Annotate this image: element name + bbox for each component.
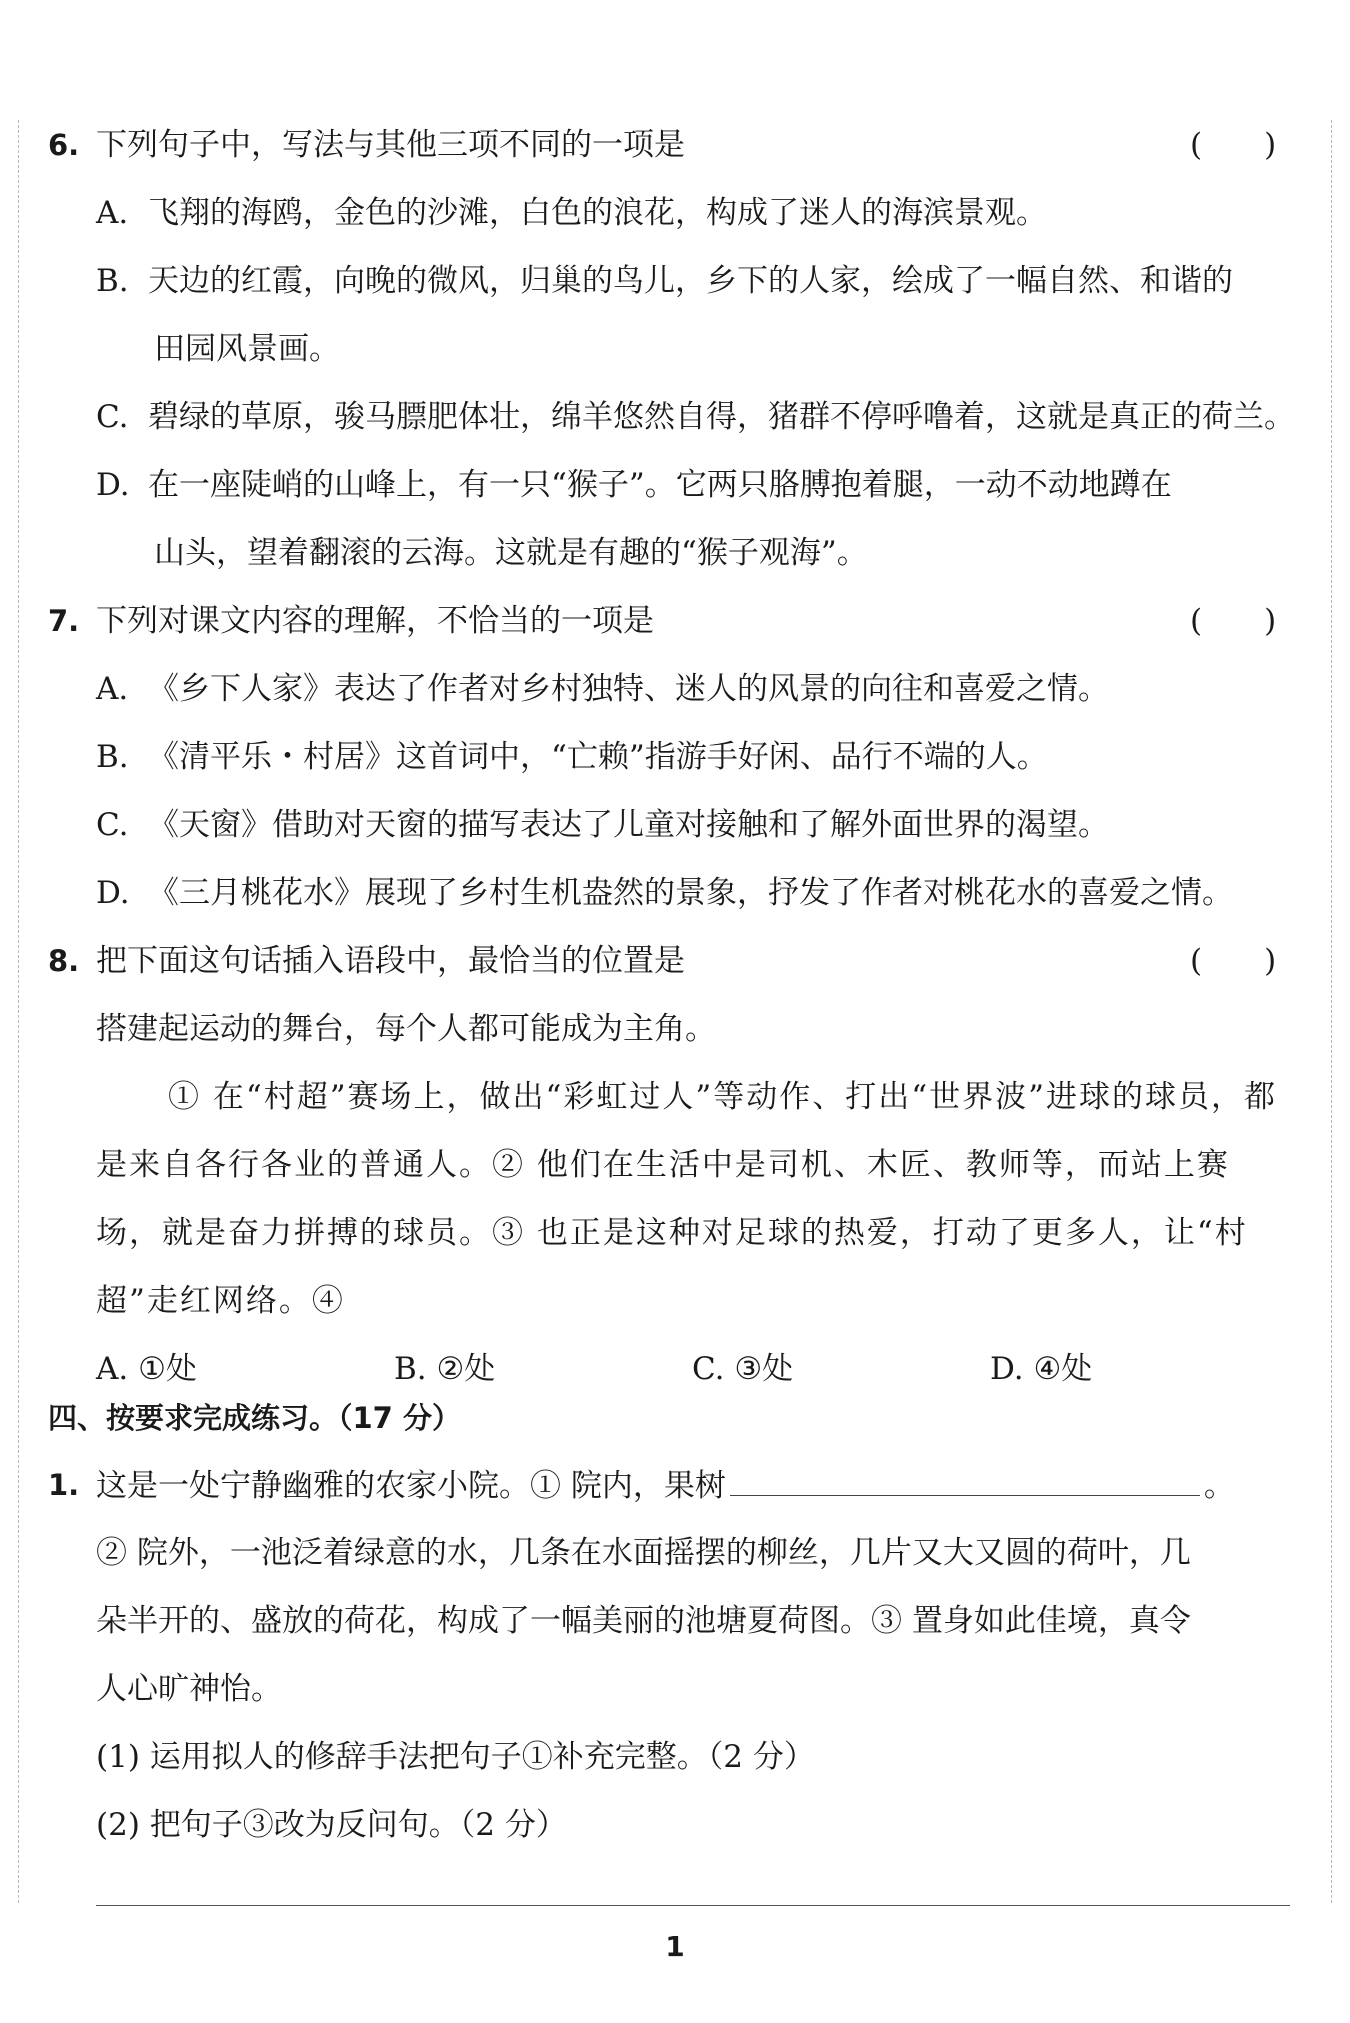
q7-number: 7. xyxy=(48,604,80,638)
s4-q1-number: 1. xyxy=(48,1468,80,1502)
q8-passage-text-4: 超”走红网络。④ xyxy=(96,1283,345,1319)
q6-stem: 下列句子中，写法与其他三项不同的一项是 xyxy=(96,127,685,163)
q6-option-b-cont xyxy=(0,329,1350,369)
footer-divider xyxy=(96,1905,1290,1906)
q6-option-a xyxy=(0,193,1350,233)
s4-q1-fill-blank[interactable] xyxy=(730,1465,1200,1496)
q6-option-b xyxy=(0,261,1350,301)
q8-stem: 把下面这句话插入语段中，最恰当的位置是 xyxy=(96,943,685,979)
q7-option-d-label: D. xyxy=(96,875,130,911)
q7-stem-line xyxy=(0,601,1350,641)
q8-passage-text-2: 是来自各行各业的普通人。② 他们在生活中是司机、木匠、教师等，而站上赛 xyxy=(96,1147,1230,1183)
q8-sentence-line xyxy=(0,1009,1350,1049)
s4-q1-text-3: 朵半开的、盛放的荷花，构成了一幅美丽的池塘夏荷图。③ 置身如此佳境，真令 xyxy=(96,1603,1191,1639)
q8-option-a: A. ①处 xyxy=(96,1351,197,1387)
q6-option-d-cont xyxy=(0,533,1350,573)
q8-number: 8. xyxy=(48,944,80,978)
s4-q1-sub-2 xyxy=(0,1805,1350,1845)
q7-option-d xyxy=(0,873,1350,913)
q7-option-b xyxy=(0,737,1350,777)
s4-q1-text-4: 人心旷神怡。 xyxy=(96,1671,282,1707)
q7-option-c xyxy=(0,805,1350,845)
q8-passage-line-2 xyxy=(0,1145,1350,1185)
q7-option-b-label: B. xyxy=(96,739,129,775)
q7-stem: 下列对课文内容的理解，不恰当的一项是 xyxy=(96,603,654,639)
s4-q1-line-1 xyxy=(0,1465,1350,1505)
s4-q1-line-3 xyxy=(0,1601,1350,1641)
q7-option-a xyxy=(0,669,1350,709)
q8-stem-line xyxy=(0,941,1350,981)
q8-passage-line-1 xyxy=(0,1077,1350,1117)
q7-option-a-text: 《乡下人家》表达了作者对乡村独特、迷人的风景的向往和喜爱之情。 xyxy=(148,671,1109,707)
q7-option-a-label: A. xyxy=(96,671,129,707)
s4-q1-text-2: ② 院外，一池泛着绿意的水，几条在水面摇摆的柳丝，几片又大又圆的荷叶，几 xyxy=(96,1535,1191,1571)
q8-insert-sentence: 搭建起运动的舞台，每个人都可能成为主角。 xyxy=(96,1011,716,1047)
q8-passage-line-3 xyxy=(0,1213,1350,1253)
q6-option-a-text: 飞翔的海鸥，金色的沙滩，白色的浪花，构成了迷人的海滨景观。 xyxy=(148,195,1047,231)
s4-q1-line-2 xyxy=(0,1533,1350,1573)
q7-option-c-label: C. xyxy=(96,807,129,843)
q8-answer-bracket[interactable]: ( ) xyxy=(1190,943,1277,979)
q7-option-d-text: 《三月桃花水》展现了乡村生机盎然的景象，抒发了作者对桃花水的喜爱之情。 xyxy=(148,875,1233,911)
q8-option-b: B. ②处 xyxy=(394,1351,496,1387)
s4-q1-text-1a: 这是一处宁静幽雅的农家小院。① 院内，果树 xyxy=(96,1468,726,1504)
q6-option-b-text-1: 天边的红霞，向晚的微风，归巢的鸟儿，乡下的人家，绘成了一幅自然、和谐的 xyxy=(148,263,1233,299)
q6-option-d-label: D. xyxy=(96,467,130,503)
q6-option-b-text-2: 田园风景画。 xyxy=(154,331,340,367)
q8-options-row xyxy=(0,1349,1350,1389)
q8-passage-text-1: ① 在“村超”赛场上，做出“彩虹过人”等动作、打出“世界波”进球的球员，都 xyxy=(168,1079,1277,1115)
q6-number: 6. xyxy=(48,128,80,162)
q6-stem-line xyxy=(0,125,1350,165)
q7-option-c-text: 《天窗》借助对天窗的描写表达了儿童对接触和了解外面世界的渴望。 xyxy=(148,807,1109,843)
q6-option-a-label: A. xyxy=(96,195,129,231)
q8-passage-text-3: 场，就是奋力拼搏的球员。③ 也正是这种对足球的热爱，打动了更多人，让“村 xyxy=(96,1215,1248,1251)
q6-option-c-text: 碧绿的草原，骏马膘肥体壮，绵羊悠然自得，猪群不停呼噜着，这就是真正的荷兰。 xyxy=(148,399,1295,435)
q8-option-c: C. ③处 xyxy=(692,1351,794,1387)
q6-option-c xyxy=(0,397,1350,437)
q6-option-d-text-1: 在一座陡峭的山峰上，有一只“猴子”。它两只胳膊抱着腿，一动不动地蹲在 xyxy=(148,467,1172,503)
page-number: 1 xyxy=(665,1930,685,1963)
s4-q1-text-1b: 。 xyxy=(1203,1468,1235,1504)
q6-option-d-text-2: 山头，望着翻滚的云海。这就是有趣的“猴子观海”。 xyxy=(154,535,868,571)
section-4-heading xyxy=(0,1398,1350,1438)
q6-option-c-label: C. xyxy=(96,399,129,435)
section-4-title: 四、按要求完成练习。（17 分） xyxy=(48,1401,461,1435)
q6-option-d xyxy=(0,465,1350,505)
q8-option-d: D. ④处 xyxy=(990,1351,1093,1387)
s4-q1-sub-1 xyxy=(0,1737,1350,1777)
q6-answer-bracket[interactable]: ( ) xyxy=(1190,127,1277,163)
q7-answer-bracket[interactable]: ( ) xyxy=(1190,603,1277,639)
q8-passage-line-4 xyxy=(0,1281,1350,1321)
s4-q1-sub-2-text: (2) 把句子③改为反问句。（2 分） xyxy=(96,1807,567,1843)
q6-option-b-label: B. xyxy=(96,263,129,299)
s4-q1-line-4 xyxy=(0,1669,1350,1709)
s4-q1-sub-1-text: (1) 运用拟人的修辞手法把句子①补充完整。（2 分） xyxy=(96,1739,815,1775)
q7-option-b-text: 《清平乐・村居》这首词中，“亡赖”指游手好闲、品行不端的人。 xyxy=(148,739,1048,775)
